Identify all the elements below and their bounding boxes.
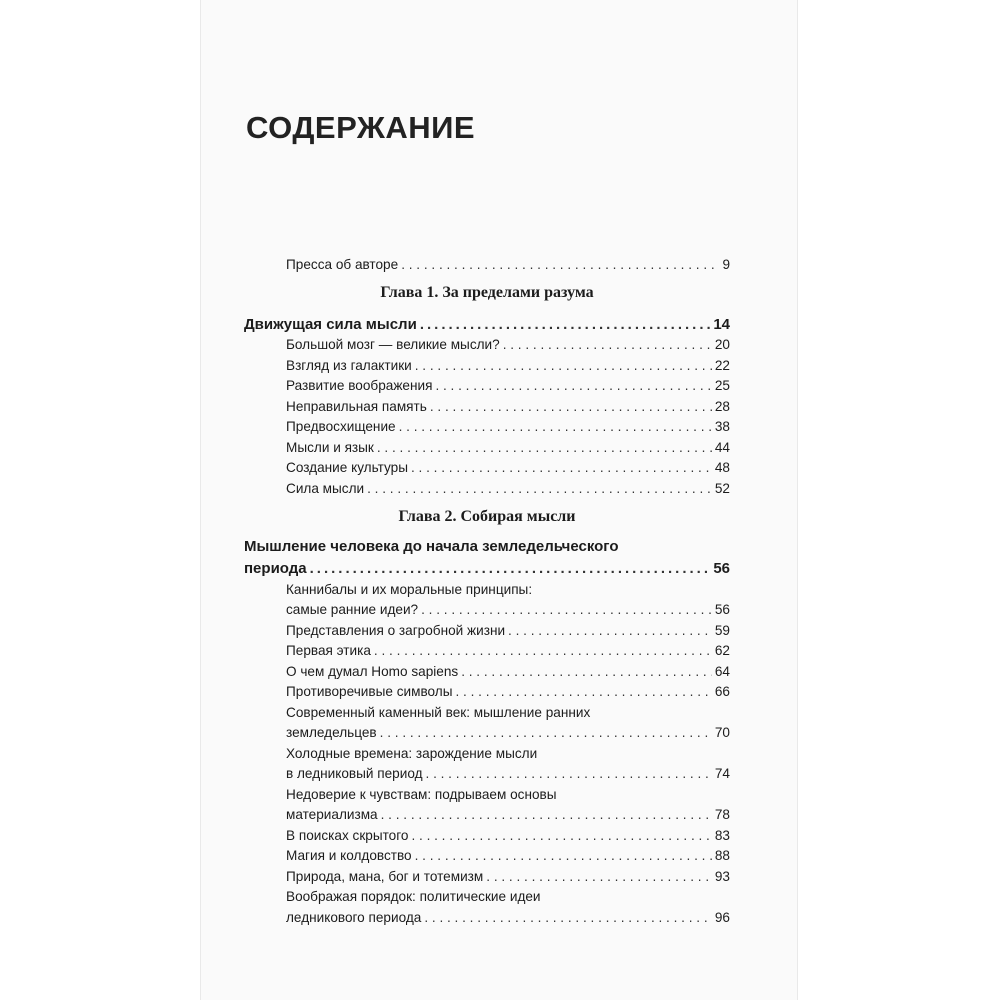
toc-page-number: 64	[714, 663, 730, 679]
toc-entry	[244, 435, 730, 456]
toc-section-1	[244, 311, 730, 333]
toc-page-number: 66	[714, 684, 730, 699]
table-of-contents	[244, 252, 730, 926]
toc-entry-label: Холодные времена: зарождение мысли	[286, 745, 538, 761]
toc-entry-label: Представления о загробной жизни	[286, 622, 506, 638]
toc-entry	[244, 456, 730, 477]
toc-page-number: 93	[714, 868, 730, 884]
toc-entry-line1	[244, 782, 730, 803]
toc-entry	[244, 333, 730, 354]
toc-entry-line1	[244, 885, 730, 906]
toc-page-number: 74	[714, 766, 730, 781]
leader-dots	[508, 623, 712, 639]
toc-page-number: 62	[714, 643, 730, 658]
leader-dots	[377, 440, 712, 456]
leader-dots	[381, 807, 712, 823]
toc-entry-label: Противоречивые символы	[286, 684, 453, 699]
toc-entry	[244, 598, 730, 619]
leader-dots	[486, 869, 712, 885]
toc-entry-label: самые ранние идеи?	[286, 602, 419, 617]
toc-entry	[244, 618, 730, 639]
toc-entry	[244, 803, 730, 824]
leader-dots	[380, 725, 712, 741]
leader-dots	[461, 664, 712, 680]
toc-page-number: 25	[714, 378, 730, 393]
toc-page-number: 44	[714, 439, 730, 455]
toc-entry-label: Сила мысли	[286, 480, 365, 496]
toc-page-number: 28	[714, 398, 730, 414]
toc-page-number: 20	[714, 337, 730, 352]
toc-page-number: 78	[714, 807, 730, 822]
toc-entry-label: Каннибалы и их моральные принципы:	[286, 581, 533, 597]
toc-page-number: 38	[714, 419, 730, 434]
toc-entry-label: Современный каменный век: мышление ранних	[286, 704, 591, 720]
toc-page-number: 52	[714, 480, 730, 496]
toc-section-label: Мышление человека до начала земледельческого	[244, 538, 619, 555]
toc-section-2-line1	[244, 535, 730, 556]
leader-dots	[374, 643, 712, 659]
toc-page-number: 14	[713, 315, 730, 333]
leader-dots	[424, 910, 712, 926]
toc-entry-label: Воображая порядок: политические идеи	[286, 889, 541, 904]
toc-entry-label: ледникового периода	[286, 909, 422, 925]
leader-dots	[415, 358, 712, 374]
leader-dots	[367, 481, 712, 497]
toc-entry-label: Большой мозг — великие мысли?	[286, 337, 500, 352]
toc-page-number: 96	[714, 909, 730, 925]
toc-entry-line1	[244, 741, 730, 762]
toc-entry-label: Неправильная память	[286, 398, 427, 414]
toc-page-number: 9	[722, 256, 730, 272]
toc-section-2	[244, 555, 730, 577]
toc-page-number: 59	[714, 622, 730, 638]
toc-page-number: 70	[714, 725, 730, 740]
toc-entry-label: Создание культуры	[286, 460, 408, 475]
toc-entry-label: В поисках скрытого	[286, 827, 409, 843]
toc-entry	[244, 721, 730, 742]
leader-dots	[420, 317, 711, 333]
toc-entry	[244, 864, 730, 885]
toc-entry-label: Взгляд из галактики	[286, 357, 412, 373]
toc-page-number: 83	[714, 827, 730, 843]
toc-entry-label: материализма	[286, 807, 378, 822]
toc-entry	[244, 415, 730, 436]
toc-entry-label: О чем думал Homo sapiens	[286, 663, 459, 679]
toc-entry-label: в ледниковый период	[286, 766, 423, 781]
toc-page-number: 22	[714, 357, 730, 373]
toc-entry-label: Пресса об авторе	[286, 256, 399, 272]
toc-page-number: 88	[714, 848, 730, 863]
toc-entry-label: земледельцев	[286, 725, 377, 740]
toc-entry	[244, 659, 730, 680]
leader-dots	[310, 561, 711, 577]
toc-section-label: периода	[244, 560, 307, 577]
leader-dots	[455, 684, 711, 700]
leader-dots	[411, 460, 712, 476]
toc-entry	[244, 844, 730, 865]
toc-entry	[244, 394, 730, 415]
toc-entry	[244, 476, 730, 497]
toc-entry	[244, 905, 730, 926]
chapter-heading-1: Глава 1. За пределами разума	[380, 283, 594, 301]
toc-entry-line1	[244, 700, 730, 721]
leader-dots	[399, 419, 712, 435]
leader-dots	[415, 848, 712, 864]
toc-entry-label: Магия и колдовство	[286, 848, 412, 863]
toc-entry	[244, 374, 730, 395]
leader-dots	[426, 766, 712, 782]
toc-entry-label: Предвосхищение	[286, 419, 396, 434]
toc-entry-line1	[244, 577, 730, 598]
toc-entry-label: Мысли и язык	[286, 439, 374, 455]
leader-dots	[435, 378, 711, 394]
leader-dots	[421, 602, 712, 618]
toc-entry-label: Развитие воображения	[286, 378, 433, 393]
toc-section-label: Движущая сила мысли	[244, 315, 417, 333]
toc-page-number: 56	[713, 560, 730, 577]
toc-entry	[244, 680, 730, 701]
leader-dots	[503, 337, 712, 353]
leader-dots	[401, 257, 719, 273]
toc-entry-label: Недоверие к чувствам: подрываем основы	[286, 786, 557, 802]
toc-page-number: 48	[714, 460, 730, 475]
toc-entry	[244, 762, 730, 783]
toc-entry-label: Природа, мана, бог и тотемизм	[286, 868, 484, 884]
toc-page-number: 56	[714, 602, 730, 617]
leader-dots	[430, 399, 712, 415]
toc-entry	[244, 353, 730, 374]
chapter-heading-2: Глава 2. Собирая мысли	[398, 507, 576, 525]
leader-dots	[411, 828, 711, 844]
page-title: СОДЕРЖАНИЕ	[246, 110, 476, 145]
toc-entry	[244, 639, 730, 660]
toc-entry-press	[244, 252, 730, 273]
toc-entry	[244, 823, 730, 844]
toc-entry-label: Первая этика	[286, 643, 371, 658]
